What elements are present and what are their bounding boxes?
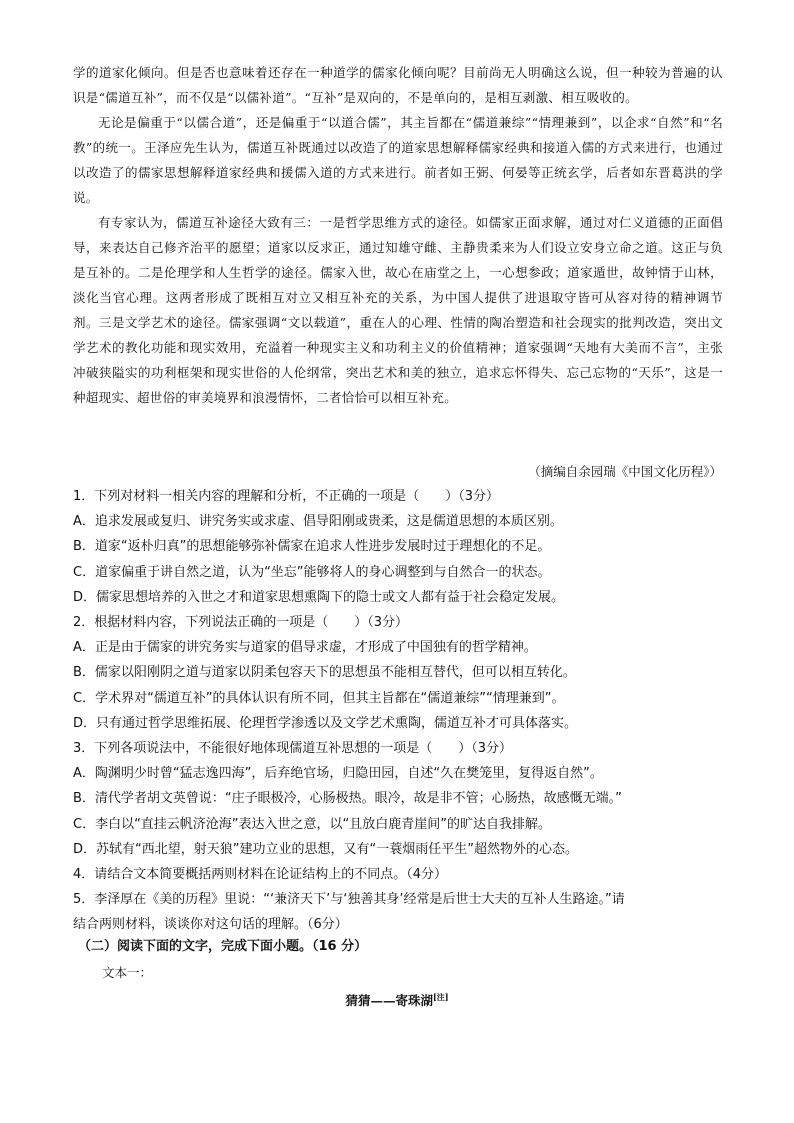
question-2: 2．根据材料内容，下列说法正确的一项是（ ）（3分） [73, 615, 409, 631]
question-3-option-d: D．苏轼有“西北望，射天狼”建功立业的思想，又有“一蓑烟雨任平生”超然物外的心态。 [73, 841, 578, 857]
passage-text [73, 60, 723, 410]
poem-note-marker: [注] [432, 992, 449, 1002]
question-list [73, 484, 723, 938]
question-2-option-c: C．学术界对“儒道互补”的具体认识有所不同，但其主旨都在“儒道兼综”“情理兼到”。 [73, 690, 565, 706]
question-5: 5．李泽厚在《美的历程》里说：“‘兼济天下’与‘独善其身’经常是后世士大夫的互补人生路途。”请 [73, 892, 625, 908]
poem-title [0, 985, 794, 1013]
question-3-option-b: B．清代学者胡文英曾说：“庄子眼极冷，心肠极热。眼冷，故是非不管；心肠热，故感慨无端。” [73, 791, 622, 807]
question-5-continued: 结合两则材料，谈谈你对这句话的理解。（6分） [73, 917, 348, 933]
question-4: 4．请结合文本简要概括两则材料在论证结构上的不同点。（4分） [73, 867, 448, 883]
passage-paragraph-3: 有专家认为，儒道互补途径大致有三：一是哲学思维方式的途径。如儒家正面求解，通过对仁义道德的正面倡导，来表达自己修齐治平的愿望；道家以反求正，通过知雄守雌、主静贵柔来为人们设立安身立命之道。这正与负是互补的。二是伦理学和人生哲学的途径。儒家入世，故心在庙堂之上，一心想参政；道家遁世，故钟情于山林，淡化当官心理。这两者形成了既相互对立又相互补充的关系，为中国人提供了进退取守皆可从容对待的精神调节剂。三是文学艺术的途径。儒家强调“文以载道”，重在人的心理、性情的陶冶塑造和社会现实的批判改造，突出文学艺术的教化功能和现实效用，充溢着一种现实主义和功利主义的价值精神；道家强调“天地有大美而不言”，主张冲破狭隘实的功利框架和现实世俗的人伦纲常，突出艺术和美的独立，追求忘怀得失、忘己忘物的“天乐”，这是一种超现实、超世俗的审美境界和浪漫情怀，二者恰恰可以相互补充。 [73, 215, 723, 405]
passage-paragraph-1: 学的道家化倾向。但是否也意味着还存在一种道学的儒家化倾向呢？目前尚无人明确这么说，但一种较为普遍的认识是“儒道互补”，而不仅是“以儒补道”。“互补”是双向的，不是单向的，是相互剥激、相互吸收的。 [73, 65, 723, 105]
poem-title-text: 猜猜——寄珠湖 [345, 993, 433, 1009]
text-label: 文本一： [102, 965, 153, 980]
question-1-option-c: C．道家偏重于讲自然之道，认为“坐忘”能够将人的身心调整到与自然合一的状态。 [73, 564, 551, 580]
question-2-option-a: A．正是由于儒家的讲究务实与道家的倡导求虚，才形成了中国独有的哲学精神。 [73, 640, 537, 656]
question-1-option-a: A．追求发展或复归、讲究务实或求虚、倡导阳刚或贵柔，这是儒道思想的本质区别。 [73, 514, 563, 530]
question-2-option-b: B．儒家以阳刚阴之道与道家以阴柔包容天下的思想虽不能相互替代，但可以相互转化。 [73, 665, 576, 681]
passage-paragraph-2: 无论是偏重于“以儒合道”，还是偏重于“以道合儒”，其主旨都在“儒道兼综”“情理兼到”，以企求“自然”和“名教”的统一。王泽应先生认为，儒道互补既通过以改造了的道家思想解释儒家经典和接道入儒的方式来进行，也通过以改造了的儒家思想解释道家经典和援儒入道的方式来进行。前者如王弼、何晏等正统玄学，后者如东晋葛洪的学说。 [73, 115, 723, 205]
question-1-option-d: D．儒家思想培养的入世之才和道家思想熏陶下的隐士或文人都有益于社会稳定发展。 [73, 589, 565, 605]
section-heading: （二）阅读下面的文字，完成下面小题。（16 分） [78, 939, 368, 954]
passage-source: （摘编自余园瑞《中国文化历程》） [528, 464, 722, 479]
question-2-option-d: D．只有通过哲学思维拓展、伦理哲学渗透以及文学艺术熏陶，儒道互补才可具体落实。 [73, 715, 578, 731]
question-3: 3．下列各项说法中，不能很好地体现儒道互补思想的一项是（ ）（3分） [73, 741, 513, 757]
question-3-option-a: A．陶渊明少时曾“猛志逸四海”，后弃绝官场，归隐田园，自述“久在樊笼里，复得返自然”。 [73, 766, 603, 782]
question-1-option-b: B．道家“返朴归真”的思想能够弥补儒家在追求人性进步发展时过于理想化的不足。 [73, 539, 551, 555]
question-1: 1．下列对材料一相关内容的理解和分析，不正确的一项是（ ）（3分） [73, 489, 500, 504]
question-3-option-c: C．李白以“直挂云帆济沧海”表达入世之意，以“且放白鹿青崖间”的旷达自我排解。 [73, 816, 552, 832]
